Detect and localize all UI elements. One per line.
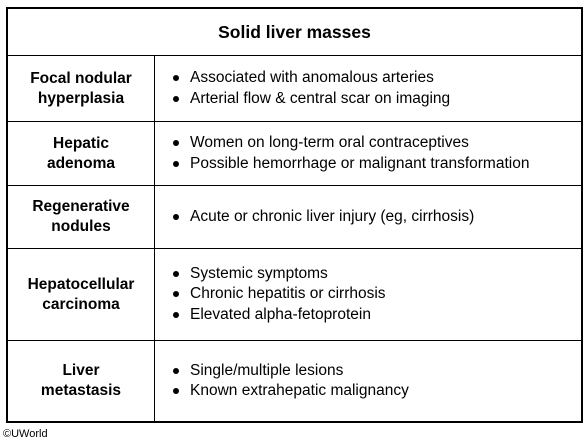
row-label-line: Hepatocellular <box>27 275 135 293</box>
row-label-liver-metastasis <box>8 341 155 421</box>
row-content-hepatic-adenoma <box>155 122 581 186</box>
list-item: Acute or chronic liver injury (eg, cirrhosis) <box>171 207 581 228</box>
row-content-focal-nodular-hyperplasia <box>155 56 581 122</box>
row-label-hepatocellular-carcinoma <box>8 249 155 341</box>
list-item: Elevated alpha-fetoprotein <box>171 305 581 326</box>
row-label-line: carcinoma <box>42 295 120 313</box>
copyright-footer: ©UWorld <box>3 428 48 440</box>
list-item: Systemic symptoms <box>171 264 581 285</box>
list-item: Arterial flow & central scar on imaging <box>171 89 581 110</box>
row-content-hepatocellular-carcinoma <box>155 249 581 341</box>
row-label-line: metastasis <box>40 382 122 399</box>
row-label-regenerative-nodules <box>8 186 155 249</box>
row-label-line: Regenerative <box>32 198 130 215</box>
row-label-line: Liver <box>62 362 100 379</box>
bullet-list <box>171 207 581 228</box>
list-item: Associated with anomalous arteries <box>171 68 581 89</box>
solid-liver-masses-table <box>6 7 583 423</box>
row-label-line: nodules <box>51 218 111 235</box>
row-label-line: adenoma <box>46 154 116 172</box>
row-content-regenerative-nodules <box>155 186 581 249</box>
list-item: Known extrahepatic malignancy <box>171 381 581 402</box>
list-item: Single/multiple lesions <box>171 361 581 382</box>
row-label-line: Hepatic <box>53 134 109 152</box>
table-title: Solid liver masses <box>8 9 581 56</box>
list-item: Women on long-term oral contraceptives <box>171 133 581 154</box>
row-label-line: Focal nodular <box>30 69 132 87</box>
row-label-hepatic-adenoma <box>8 122 155 186</box>
bullet-list <box>171 361 581 402</box>
bullet-list <box>171 133 581 174</box>
list-item: Chronic hepatitis or cirrhosis <box>171 284 581 305</box>
list-item: Possible hemorrhage or malignant transformation <box>171 154 581 175</box>
row-label-line: hyperplasia <box>37 89 125 107</box>
row-content-liver-metastasis <box>155 341 581 421</box>
bullet-list <box>171 68 581 109</box>
row-label-focal-nodular-hyperplasia <box>8 56 155 122</box>
bullet-list <box>171 264 581 326</box>
